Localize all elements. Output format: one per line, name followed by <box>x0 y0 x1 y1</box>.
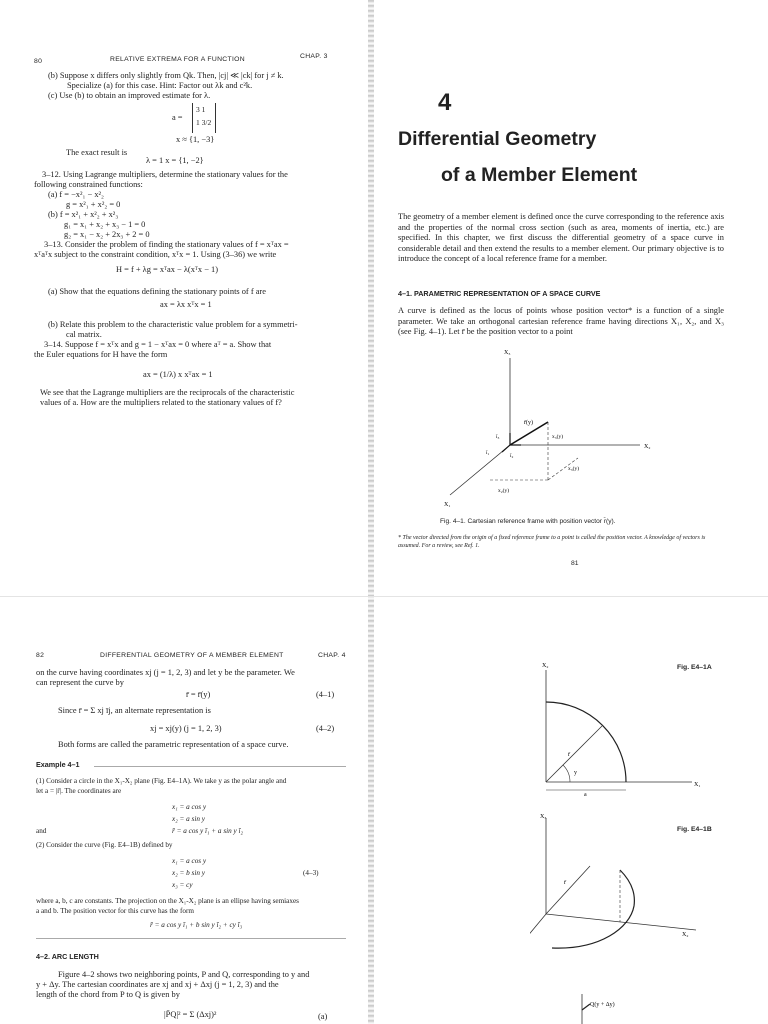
equation-number: (4–3) <box>303 869 319 877</box>
equation: (a) f = −x²₁ − x²₂ <box>48 190 104 199</box>
figure-label: Fig. E4–1A <box>677 664 712 671</box>
equation: g₂ = x₁ − x₂ + 2x₃ + 2 = 0 <box>64 230 150 239</box>
equation: ax = (1/λ) x xᵀax = 1 <box>143 370 213 379</box>
equation: ax = λx xᵀx = 1 <box>160 300 212 309</box>
fig-4-2-partial <box>564 990 664 1024</box>
matrix-row: 1 3/2 <box>196 118 212 127</box>
problem-line: (b) Suppose x differs only slightly from Qk. Then, |cj| ≪ |ck| for j ≠ k. <box>48 71 284 80</box>
equation: g = x²₁ + x²₂ = 0 <box>66 200 121 209</box>
equation-number: (4–1) <box>316 690 335 699</box>
section-heading: 4–1. PARAMETRIC REPRESENTATION OF A SPACE CURVE <box>398 289 601 298</box>
coordinate-label: x₃(y) <box>552 434 564 440</box>
text-line: values of a. How are the multipliers related to the stationary values of f? <box>40 398 282 407</box>
page-number: 82 <box>36 652 45 659</box>
example-line: (2) Consider the curve (Fig. E4–1B) defined by <box>36 841 173 849</box>
page-separator <box>0 596 768 597</box>
axis-label-x3: X₃ <box>540 814 547 820</box>
problem-line: (c) Use (b) to obtain an improved estimate for λ. <box>48 91 211 100</box>
page-gutter <box>368 0 374 1024</box>
axis-label-x2: X₂ <box>682 932 689 938</box>
text-line: The exact result is <box>66 148 128 157</box>
unit-vector-label: ī₁ <box>486 450 490 456</box>
page-number: 80 <box>34 58 43 65</box>
text-line: following constrained functions: <box>34 180 143 189</box>
matrix-label: a = <box>172 113 183 122</box>
equation-number: (4–2) <box>316 724 335 733</box>
equation: |P̄Q|² = Σ (Δxj)² <box>164 1010 217 1019</box>
example-line: where a, b, c are constants. The projection on the X₁-X₂ plane is an ellipse having semiaxes <box>36 897 299 905</box>
rule <box>36 938 346 939</box>
equation-number: (a) <box>318 1012 328 1021</box>
equation: r̄ = a cos y ī₁ + b sin y ī₂ + cy ī₃ <box>150 921 243 929</box>
unit-vector-label: ī₃ <box>496 434 500 440</box>
matrix-row: 3 1 <box>196 105 206 114</box>
figure-label: Fig. E4–1B <box>677 826 712 833</box>
equation: x₂ = a sin y <box>172 815 205 823</box>
text-line: y + Δy. The cartesian coordinates are xj and xj + Δxj (j = 1, 2, 3) and the <box>36 980 279 989</box>
intro-paragraph: The geometry of a member element is defined once the curve corresponding to the reference axis and the properties of the normal cross section (such as area, moments of inertia, etc.) are specified. In this chapter, we first discuss the differential geometry of a space curve in considerable detail and then extend the results to a member element. Our primary objective is to introduce the concept of a local reference frame for a member. <box>398 212 724 264</box>
text-line: We see that the Lagrange multipliers are the reciprocals of the characteristic <box>40 388 295 397</box>
axis-label-x2: X₂ <box>542 663 549 669</box>
example-heading: Example 4–1 <box>36 760 80 769</box>
equation: r̄ = r̄(y) <box>186 690 211 699</box>
section-paragraph: A curve is defined as the locus of points whose position vector* is a function of a single parameter. We take an orthogonal cartesian reference frame having directions X₁, X₂, and X₃ (see Fig. 4–1). Let r̄ be the position vector to a point <box>398 306 724 337</box>
vector-label: r̄ <box>564 880 566 886</box>
chapter-title: of a Member Element <box>441 164 638 186</box>
page-number: 81 <box>571 560 579 567</box>
footnote: * The vector directed from the origin of a fixed reference frame to a point is called the position vector. A knowledge of vectors is assumed. For a review, see Ref. 1. <box>398 535 706 549</box>
fig-e4-1b-diagram <box>530 810 710 960</box>
text-line: Both forms are called the parametric representation of a space curve. <box>58 740 289 749</box>
axis-label-x3: X₃ <box>504 350 511 356</box>
equation: x ≈ {1, −3} <box>176 135 215 144</box>
text-line: cal matrix. <box>66 330 102 339</box>
chapter-number: 4 <box>438 89 452 116</box>
example-line: let a = |r̄|. The coordinates are <box>36 787 122 795</box>
axis-label-x1: X₁ <box>444 502 451 508</box>
vector-label: r̄ <box>568 752 570 758</box>
running-header: RELATIVE EXTREMA FOR A FUNCTION <box>110 56 245 63</box>
text-line: the Euler equations for H have the form <box>34 350 168 359</box>
angle-label: y <box>574 770 577 776</box>
text-line: xᵀaᵀx subject to the constraint condition, xᵀx = 1. Using (3–36) we write <box>34 250 277 259</box>
equation: x₁ = a cos y <box>172 803 207 811</box>
equation: λ = 1 x = {1, −2} <box>146 156 204 165</box>
coordinate-label: x₂(y) <box>498 488 510 494</box>
equation: H = f + λg = xᵀax − λ(xᵀx − 1) <box>116 265 219 274</box>
equation: x₃ = cy <box>172 881 193 889</box>
running-header: DIFFERENTIAL GEOMETRY OF A MEMBER ELEMENT <box>100 652 284 659</box>
example-line: (1) Consider a circle in the X₁-X₂ plane (Fig. E4–1A). We take y as the polar angle and <box>36 777 287 785</box>
text-line: on the curve having coordinates xj (j = 1, 2, 3) and let y be the parameter. We <box>36 668 295 677</box>
figure-caption: Fig. 4–1. Cartesian reference frame with position vector r̄(y). <box>440 518 616 525</box>
example-line: a and b. The position vector for this curve has the form <box>36 907 194 915</box>
equation: (b) f = x²₁ + x²₂ + x²₃ <box>48 210 119 219</box>
text-line: (b) Relate this problem to the characteristic value problem for a symmetri- <box>48 320 298 329</box>
text-line: can represent the curve by <box>36 678 124 687</box>
chapter-label: CHAP. 4 <box>318 652 346 659</box>
chapter-title: Differential Geometry <box>398 128 597 150</box>
text-line: (a) Show that the equations defining the stationary points of f are <box>48 287 266 296</box>
text-line: Since r̄ = Σ xj īj, an alternate representation is <box>58 706 211 715</box>
problem-line: Specialize (a) for this case. Hint: Factor out λk and c²k. <box>67 81 253 90</box>
unit-vector-label: ī₂ <box>510 453 514 459</box>
length-label: a <box>584 792 587 798</box>
equation: g₁ = x₁ + x₂ + x₃ − 1 = 0 <box>64 220 146 229</box>
point-label: Q(y + Δy) <box>590 1002 615 1008</box>
equation: r̄ = a cos y ī₁ + a sin y ī₂ <box>172 827 243 835</box>
text-line: and <box>36 827 47 835</box>
equation: x₂ = b sin y <box>172 869 205 877</box>
problem-3-13: 3–13. Consider the problem of finding the stationary values of f = xᵀax = <box>44 240 289 249</box>
fig-4-1-diagram <box>440 340 700 515</box>
equation: xj = xj(y) (j = 1, 2, 3) <box>150 724 222 733</box>
problem-3-14: 3–14. Suppose f = xᵀx and g = 1 − xᵀax = 0 where aᵀ = a. Show that <box>44 340 272 349</box>
axis-label-x1: X₁ <box>694 782 701 788</box>
text-line: length of the chord from P to Q is given by <box>36 990 180 999</box>
position-vector-label: r̄(y) <box>524 420 533 426</box>
chapter-label: CHAP. 3 <box>300 53 328 60</box>
fig-e4-1a-diagram <box>530 660 710 800</box>
equation: x₁ = a cos y <box>172 857 207 865</box>
axis-label-x2: X₂ <box>644 444 651 450</box>
section-heading: 4–2. ARC LENGTH <box>36 952 99 961</box>
coordinate-label: x₃(y) <box>568 466 580 472</box>
problem-3-12: 3–12. Using Lagrange multipliers, determine the stationary values for the <box>42 170 288 179</box>
rule <box>94 766 346 767</box>
text-line: Figure 4–2 shows two neighboring points, P and Q, corresponding to y and <box>58 970 310 979</box>
